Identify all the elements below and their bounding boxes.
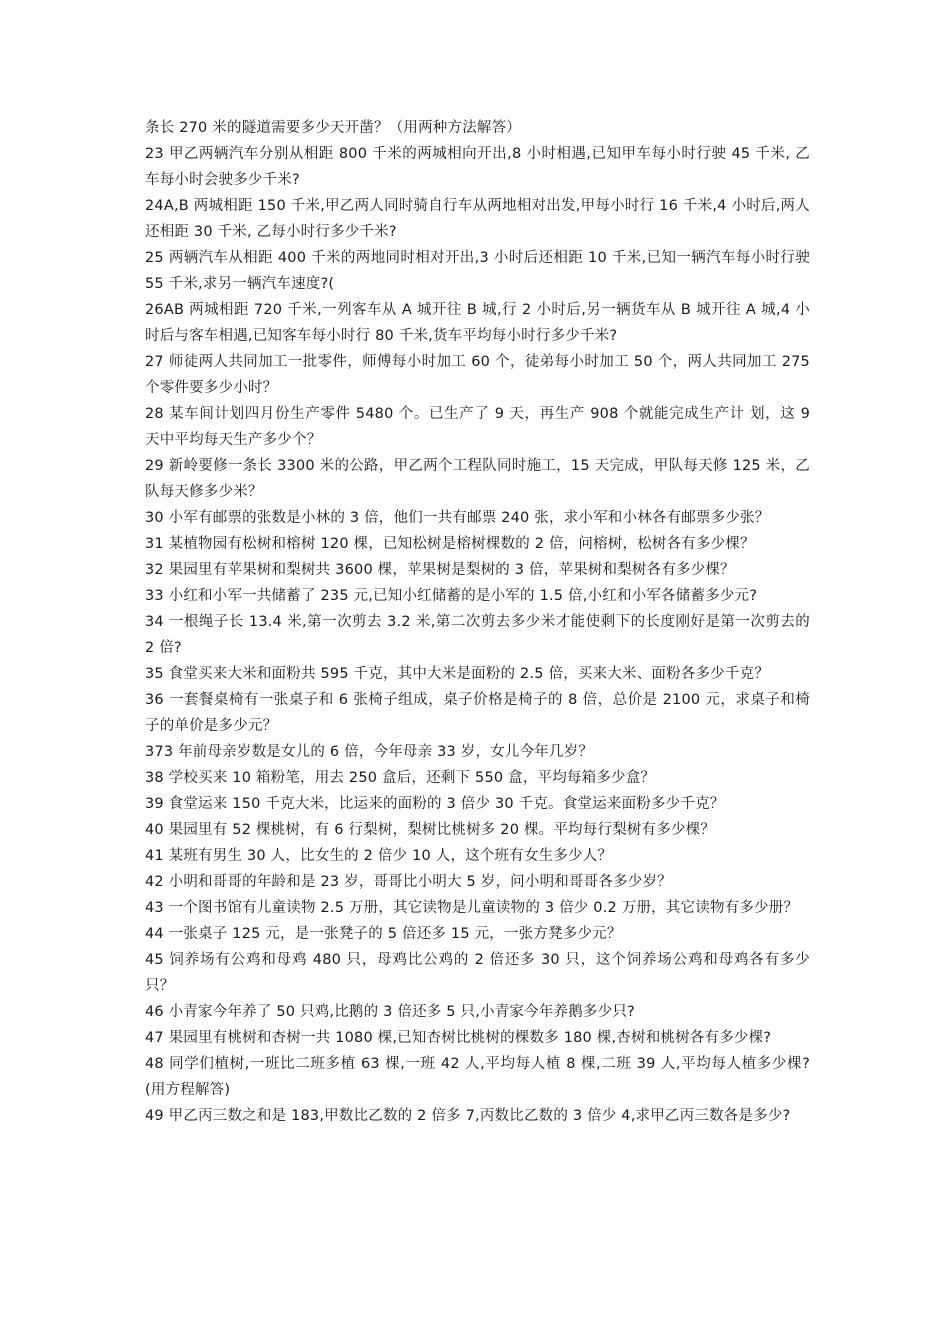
problem-paragraph: 31 某植物园有松树和榕树 120 棵，已知松树是榕树棵数的 2 倍，问榕树，松树各有多少棵？ [145, 536, 755, 552]
problem-paragraph: 43 一个图书馆有儿童读物 2.5 万册，其它读物是儿童读物的 3 倍少 0.2 万册，其它读物有多少册？ [145, 900, 799, 916]
problem-paragraph: 41 某班有男生 30 人，比女生的 2 倍少 10 人，这个班有女生多少人？ [145, 848, 613, 864]
problem-paragraph: 47 果园里有桃树和杏树一共 1080 棵,已知杏树比桃树的棵数多 180 棵,杏树和桃树各有多少棵? [145, 1030, 772, 1046]
problem-paragraph: 33 小红和小军一共储蓄了 235 元,已知小红储蓄的是小军的 1.5 倍,小红和小军各储蓄多少元? [145, 588, 758, 604]
problem-paragraph: 34 一根绳子长 13.4 米,第一次剪去 3.2 米,第二次剪去多少米才能使剩下的长度刚好是第一次剪去的 2 倍? [145, 614, 810, 656]
problem-paragraph: 25 两辆汽车从相距 400 千米的两地同时相对开出,3 小时后还相距 10 千米,已知一辆汽车每小时行驶 55 千米,求另一辆汽车速度?( [145, 250, 810, 292]
problem-paragraph: 39 食堂运来 150 千克大米，比运来的面粉的 3 倍少 30 千克。食堂运来面粉多少千克？ [145, 796, 725, 812]
problem-paragraph: 42 小明和哥哥的年龄和是 23 岁，哥哥比小明大 5 岁，问小明和哥哥各多少岁？ [145, 874, 672, 890]
problem-paragraph: 46 小青家今年养了 50 只鸡,比鹅的 3 倍还多 5 只,小青家今年养鹅多少只? [145, 1004, 635, 1020]
problem-paragraph: 24A,B 两城相距 150 千米,甲乙两人同时骑自行车从两地相对出发,甲每小时行 16 千米,4 小时后,两人还相距 30 千米, 乙每小时行多少千米? [145, 198, 810, 240]
problem-paragraph: 45 饲养场有公鸡和母鸡 480 只，母鸡比公鸡的 2 倍还多 30 只，这个饲养场公鸡和母鸡各有多少只？ [145, 952, 810, 994]
problem-paragraph: 49 甲乙丙三数之和是 183,甲数比乙数的 2 倍多 7,丙数比乙数的 3 倍少 4,求甲乙丙三数各是多少? [145, 1108, 791, 1124]
problem-paragraph: 44 一张桌子 125 元，是一张凳子的 5 倍还多 15 元，一张方凳多少元？ [145, 926, 622, 942]
problem-paragraph: 36 一套餐桌椅有一张桌子和 6 张椅子组成，桌子价格是椅子的 8 倍，总价是 2100 元，求桌子和椅子的单价是多少元？ [145, 692, 810, 734]
problem-paragraph: 29 新岭要修一条长 3300 米的公路，甲乙两个工程队同时施工，15 天完成，甲队每天修 125 米，乙队每天修多少米？ [145, 458, 810, 500]
problem-paragraph: 373 年前母亲岁数是女儿的 6 倍，今年母亲 33 岁，女儿今年几岁？ [145, 744, 594, 760]
problem-paragraph: 32 果园里有苹果树和梨树共 3600 棵，苹果树是梨树的 3 倍，苹果树和梨树各有多少棵？ [145, 562, 735, 578]
document-body [145, 115, 810, 1129]
problem-paragraph: 40 果园里有 52 棵桃树，有 6 行梨树，梨树比桃树多 20 棵。平均每行梨树有多少棵？ [145, 822, 716, 838]
problem-paragraph: 23 甲乙两辆汽车分别从相距 800 千米的两城相向开出,8 小时相遇,已知甲车每小时行驶 45 千米, 乙车每小时会驶多少千米? [145, 146, 810, 188]
problem-paragraph: 28 某车间计划四月份生产零件 5480 个。已生产了 9 天，再生产 908 个就能完成生产计 划，这 9 天中平均每天生产多少个？ [145, 406, 810, 448]
problem-paragraph: 26AB 两城相距 720 千米,一列客车从 A 城开往 B 城,行 2 小时后,另一辆货车从 B 城开往 A 城,4 小时后与客车相遇,已知客车每小时行 80 千米,货车平均每小时行多少千米? [145, 302, 810, 344]
problem-paragraph: 27 师徒两人共同加工一批零件，师傅每小时加工 60 个，徒弟每小时加工 50 个，两人共同加工 275 个零件要多少小时？ [145, 354, 810, 396]
problem-paragraph: 30 小军有邮票的张数是小林的 3 倍，他们一共有邮票 240 张，求小军和小林各有邮票多少张？ [145, 510, 770, 526]
problem-paragraph: 48 同学们植树,一班比二班多植 63 棵,一班 42 人,平均每人植 8 棵,二班 39 人,平均每人植多少棵?(用方程解答) [145, 1056, 810, 1098]
problem-paragraph: 38 学校买来 10 箱粉笔，用去 250 盒后，还剩下 550 盒，平均每箱多少盒？ [145, 770, 656, 786]
problem-paragraph: 条长 270 米的隧道需要多少天开凿？（用两种方法解答） [145, 120, 521, 136]
problem-paragraph: 35 食堂买来大米和面粉共 595 千克，其中大米是面粉的 2.5 倍，买来大米、面粉各多少千克？ [145, 666, 770, 682]
